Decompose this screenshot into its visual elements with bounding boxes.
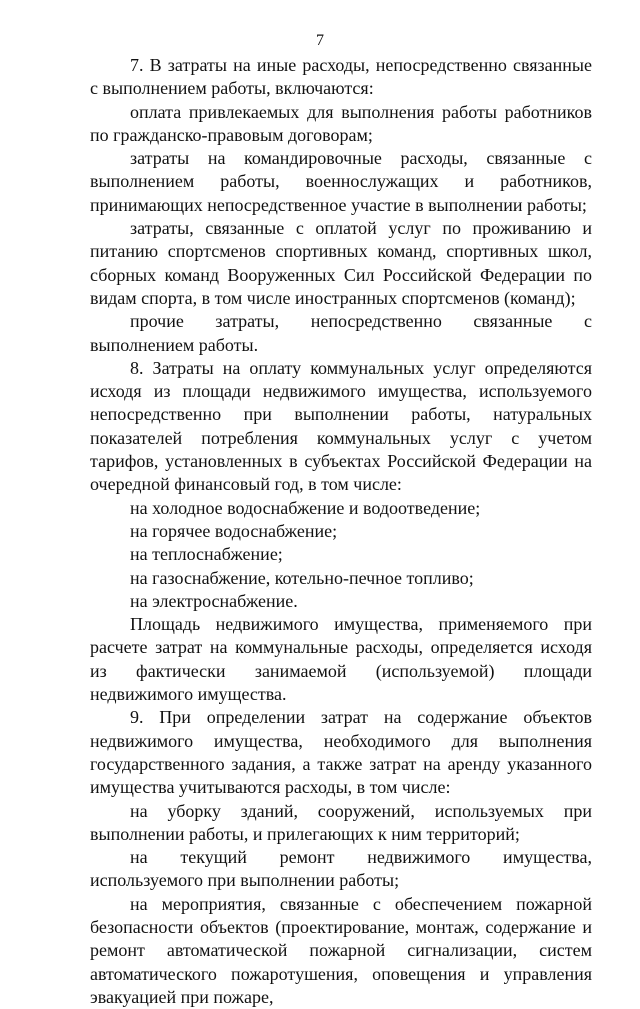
paragraph-9: 9. При определении затрат на содержание объектов недвижимого имущества, необходимого для выполнения государственного задания, а также затрат на аренду указанного имущества учитываются расходы, в том числе: [90,707,592,798]
page-number: 7 [316,32,324,49]
paragraph-7: 7. В затраты на иные расходы, непосредственно связанные с выполнением работы, включаются: [90,55,592,99]
paragraph-8: 8. Затраты на оплату коммунальных услуг определяются исходя из площади недвижимого имущества, используемого непосредственно при выполнении работы, натуральных показателей потребления коммунальных услуг с учетом тарифов, установленных в субъектах Российской Федерации на очередной финансовый год, в том числе: [90,357,592,495]
list-item-athletes-accommodation: затраты, связанные с оплатой услуг по проживанию и питанию спортсменов спортивных команд, спортивных школ, сборных команд Вооруженных Сил Российской Федерации по видам спорта, в том числе иностранных спортсменов (команд); [90,218,592,308]
list-item-fire-safety: на мероприятия, связанные с обеспечением пожарной безопасности объектов (проектирование, монтаж, содержание и ремонт автоматической пожарной сигнализации, систем автоматического пожаротушения, оповещения и управления эвакуацией при пожаре, [90,893,592,1007]
list-item-repair: на текущий ремонт недвижимого имущества, используемого при выполнении работы; [90,847,592,891]
list-item-heating: на теплоснабжение; [130,544,283,565]
list-item-gas: на газоснабжение, котельно-печное топливо; [130,567,474,588]
list-item-other-expenses: прочие затраты, непосредственно связанные с выполнением работы. [90,311,592,355]
list-item-civil-contracts: оплата привлекаемых для выполнения работы работников по гражданско-правовым договорам; [90,101,592,145]
list-item-cold-water: на холодное водоснабжение и водоотведение; [130,497,481,518]
document-body [90,54,592,1009]
list-item-travel-expenses: затраты на командировочные расходы, связанные с выполнением работы, военнослужащих и работников, принимающих непосредственное участие в выполнении работы; [90,148,592,215]
list-item-hot-water: на горячее водоснабжение; [130,520,338,541]
paragraph-area: Площадь недвижимого имущества, применяемого при расчете затрат на коммунальные расходы, определяется исходя из фактически занимаемой (используемой) площади недвижимого имущества. [90,614,592,705]
list-item-electricity: на электроснабжение. [130,590,298,611]
list-item-cleaning: на уборку зданий, сооружений, используемых при выполнении работы, и прилегающих к ним территорий; [90,800,592,844]
